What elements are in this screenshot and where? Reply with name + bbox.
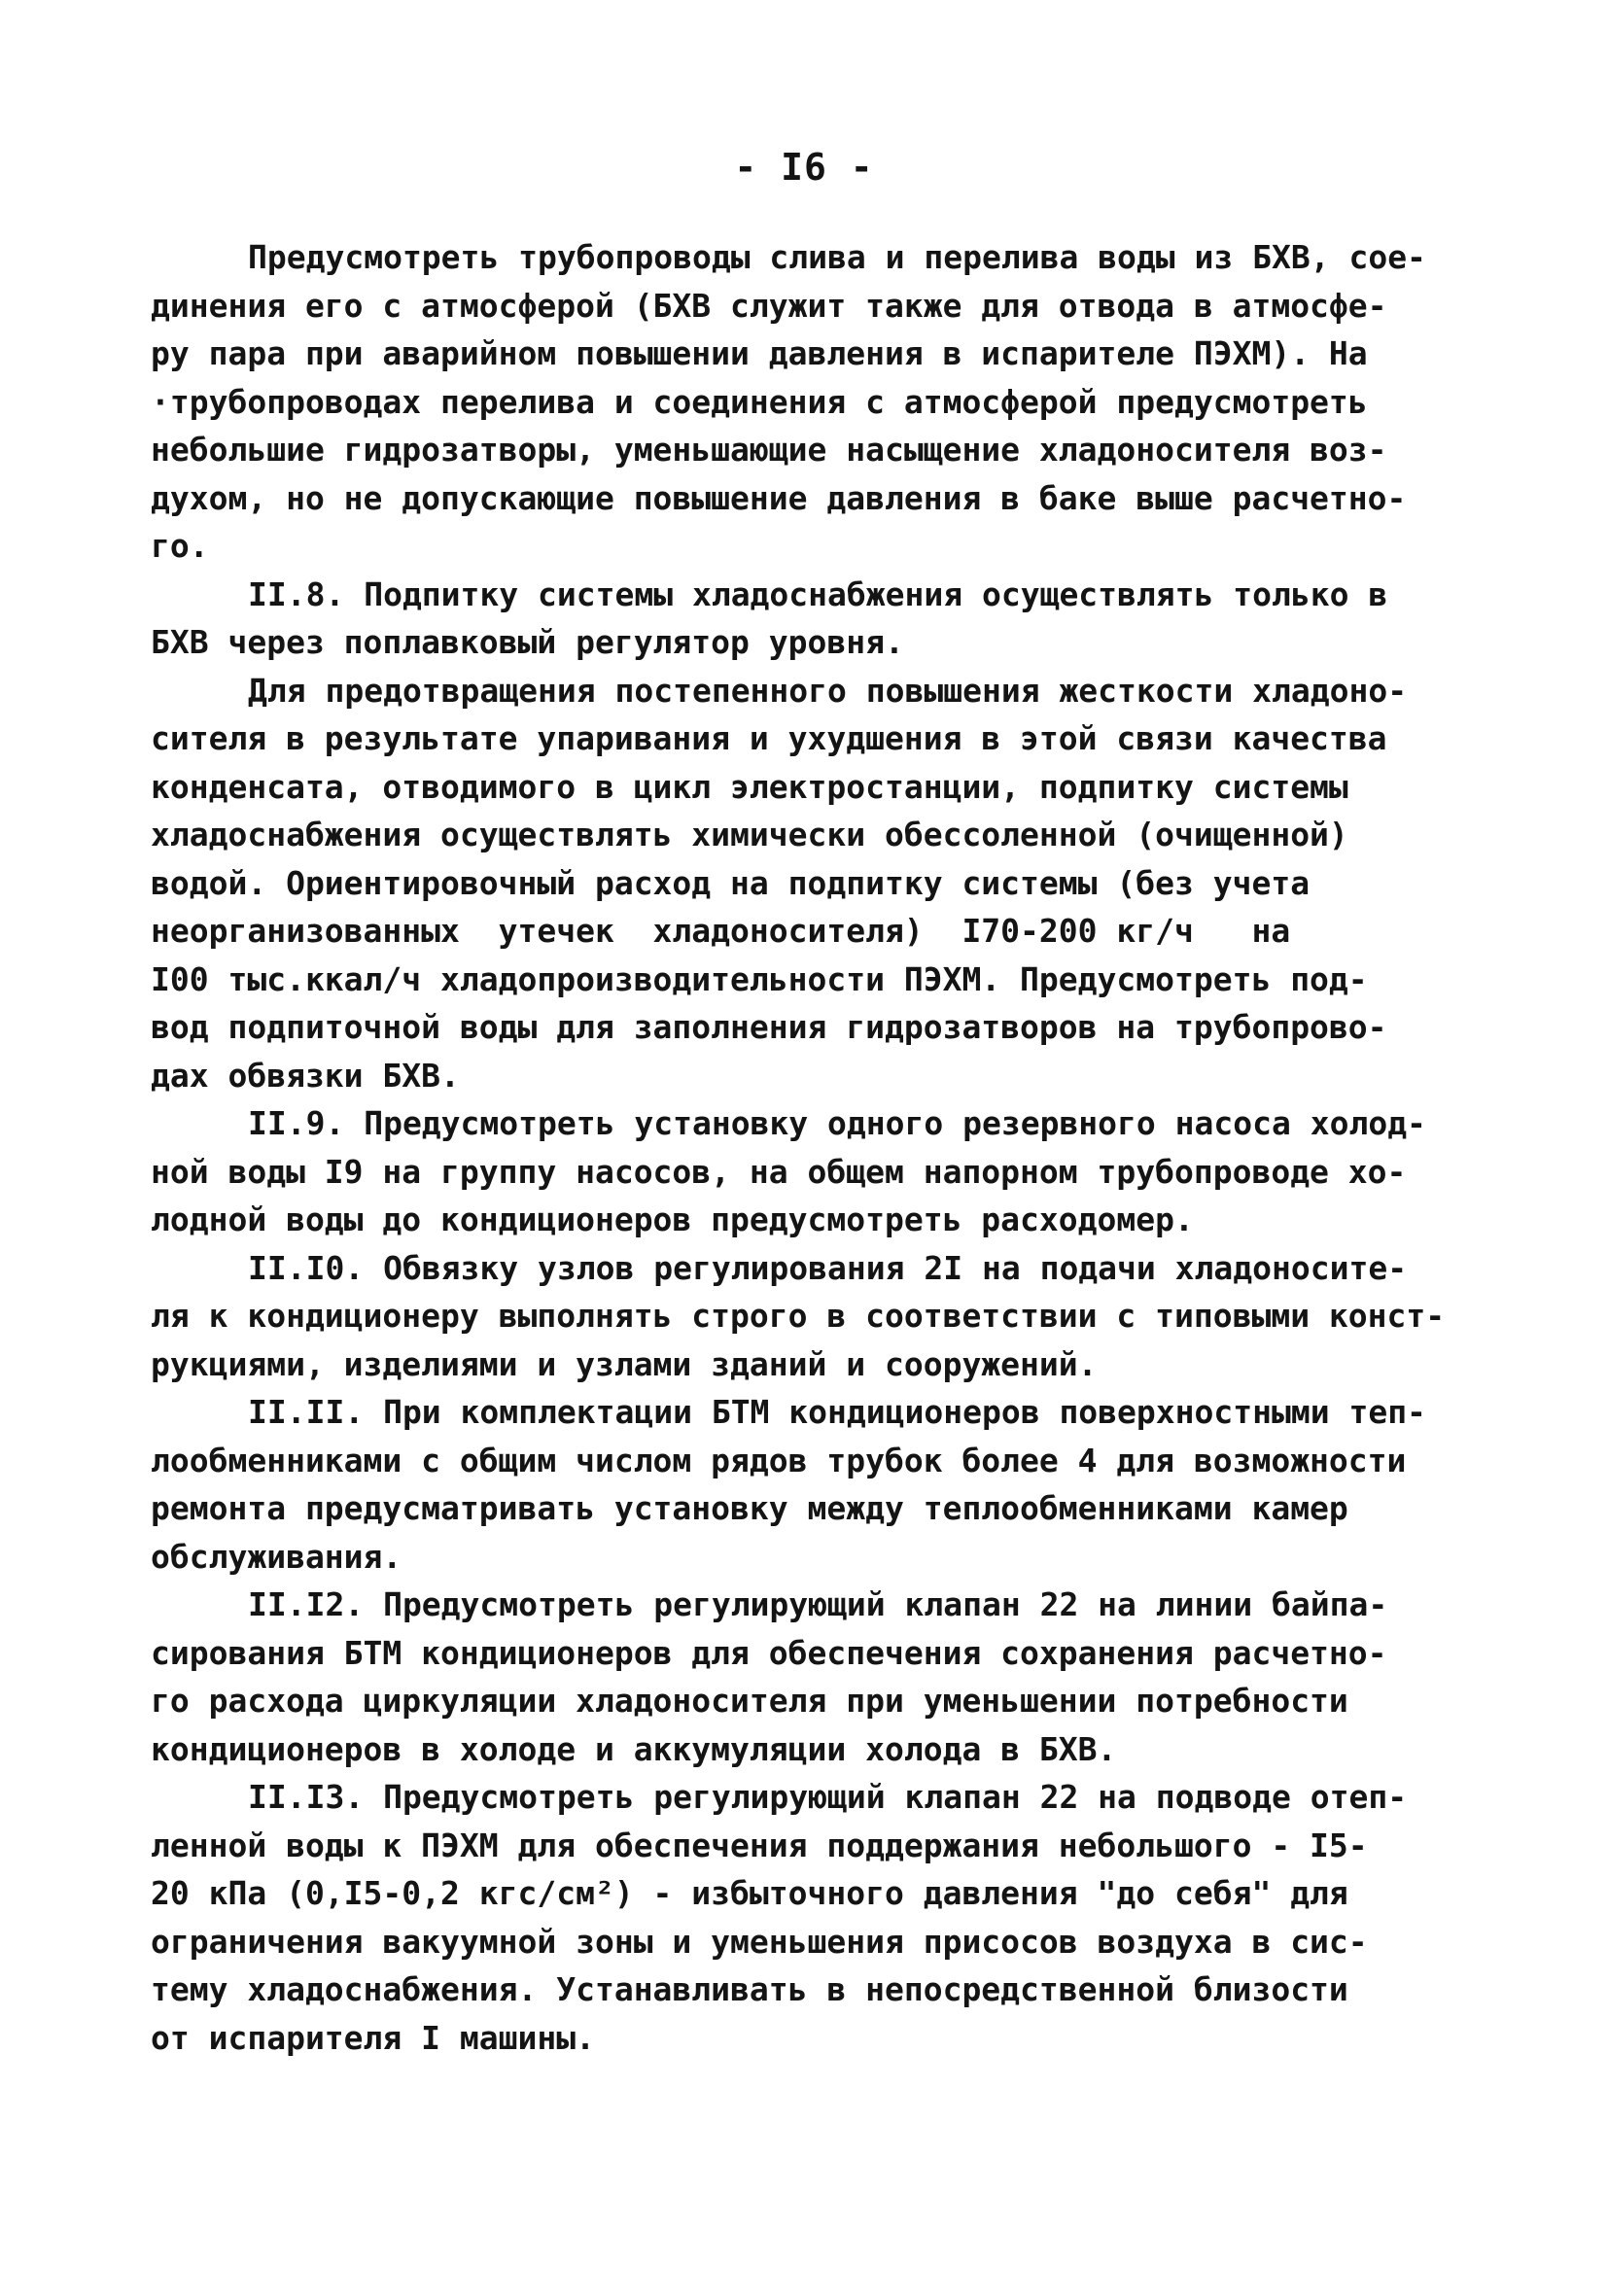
body-text xyxy=(151,233,1502,2062)
text-line: 20 кПа (0,I5-0,2 кгс/см²) - избыточного давления "до себя" для xyxy=(151,1874,1348,1912)
text-line: Для предотвращения постепенного повышения жесткости хладоно- xyxy=(248,671,1408,710)
text-line: Предусмотреть трубопроводы слива и перелива воды из БХВ, сое- xyxy=(248,238,1426,276)
paragraph-hardness xyxy=(151,667,1502,1100)
text-line: ной воды I9 на группу насосов, на общем напорном трубопроводе хо- xyxy=(151,1152,1407,1191)
text-line: II.II. При комплектации БТМ кондиционеров поверхностными теп- xyxy=(248,1393,1426,1431)
text-line: хладоснабжения осуществлять химически обессоленной (очищенной) xyxy=(151,816,1348,853)
text-line: сирования БТМ кондиционеров для обеспечения сохранения расчетно- xyxy=(151,1633,1387,1672)
paragraph-11-13 xyxy=(151,1773,1502,2062)
text-line: ля к кондиционеру выполнять строго в соответствии с типовыми конст- xyxy=(151,1297,1446,1335)
page-number: - I6 - xyxy=(734,146,874,189)
text-line: II.I0. Обвязку узлов регулирования 2I на подачи хладоносите- xyxy=(248,1248,1408,1287)
paragraph-11-12 xyxy=(151,1581,1502,1773)
text-line: го расхода циркуляции хладоносителя при уменьшении потребности xyxy=(151,1682,1348,1720)
paragraph-drain-overflow xyxy=(151,233,1502,571)
text-line: II.8. Подпитку системы хладоснабжения осуществлять только в xyxy=(248,574,1388,613)
text-line: вод подпиточной воды для заполнения гидрозатворов на трубопрово- xyxy=(151,1008,1387,1046)
text-line: конденсата, отводимого в цикл электростанции, подпитку системы xyxy=(151,767,1348,806)
text-line: динения его с атмосферой (БХВ служит также для отвода в атмосфе- xyxy=(151,286,1387,325)
text-line: БХВ через поплавковый регулятор уровня. xyxy=(151,623,904,661)
paragraph-11-10 xyxy=(151,1244,1502,1389)
text-line: ленной воды к ПЭХМ для обеспечения поддержания небольшого - I5- xyxy=(151,1826,1368,1864)
text-line: водой. Ориентировочный расход на подпитку системы (без учета xyxy=(151,863,1311,902)
text-line: II.9. Предусмотреть установку одного резервного насоса холод- xyxy=(248,1104,1426,1142)
text-line: от испарителя I машины. xyxy=(151,2018,595,2057)
paragraph-11-8 xyxy=(151,571,1502,667)
text-line: сителя в результате упаривания и ухудшения в этой связи качества xyxy=(151,719,1387,757)
text-line: дах обвязки БХВ. xyxy=(151,1056,460,1095)
text-line: обслуживания. xyxy=(151,1537,402,1576)
text-line: неорганизованных утечек хладоносителя) I70-200 кг/ч на xyxy=(151,912,1291,950)
paragraph-11-11 xyxy=(151,1388,1502,1581)
text-line: кондиционеров в холоде и аккумуляции холода в БХВ. xyxy=(151,1729,1117,1768)
text-line: духом, но не допускающие повышение давления в баке выше расчетно- xyxy=(151,478,1407,517)
paragraph-11-9 xyxy=(151,1099,1502,1244)
text-line: ·трубопроводах перелива и соединения с атмосферой предусмотреть xyxy=(151,382,1368,421)
text-line: тему хладоснабжения. Устанавливать в непосредственной близости xyxy=(151,1970,1348,2008)
text-line: I00 тыс.ккал/ч хладопроизводительности ПЭХМ. Предусмотреть под- xyxy=(151,959,1368,998)
text-line: лодной воды до кондиционеров предусмотреть расходомер. xyxy=(151,1200,1194,1238)
text-line: II.I2. Предусмотреть регулирующий клапан 22 на линии байпа- xyxy=(248,1585,1388,1623)
text-line: го. xyxy=(151,527,209,565)
text-line: лообменниками с общим числом рядов трубок более 4 для возможности xyxy=(151,1441,1407,1479)
text-line: ру пара при аварийном повышении давления в испарителе ПЭХМ). На xyxy=(151,334,1368,372)
text-line: рукциями, изделиями и узлами зданий и сооружений. xyxy=(151,1344,1098,1383)
text-line: ограничения вакуумной зоны и уменьшения присосов воздуха в сис- xyxy=(151,1922,1368,1961)
text-line: II.I3. Предусмотреть регулирующий клапан 22 на подводе отеп- xyxy=(248,1778,1408,1816)
text-line: ремонта предусматривать установку между теплообменниками камер xyxy=(151,1489,1348,1527)
text-line: небольшие гидрозатворы, уменьшающие насыщение хладоносителя воз- xyxy=(151,431,1387,469)
